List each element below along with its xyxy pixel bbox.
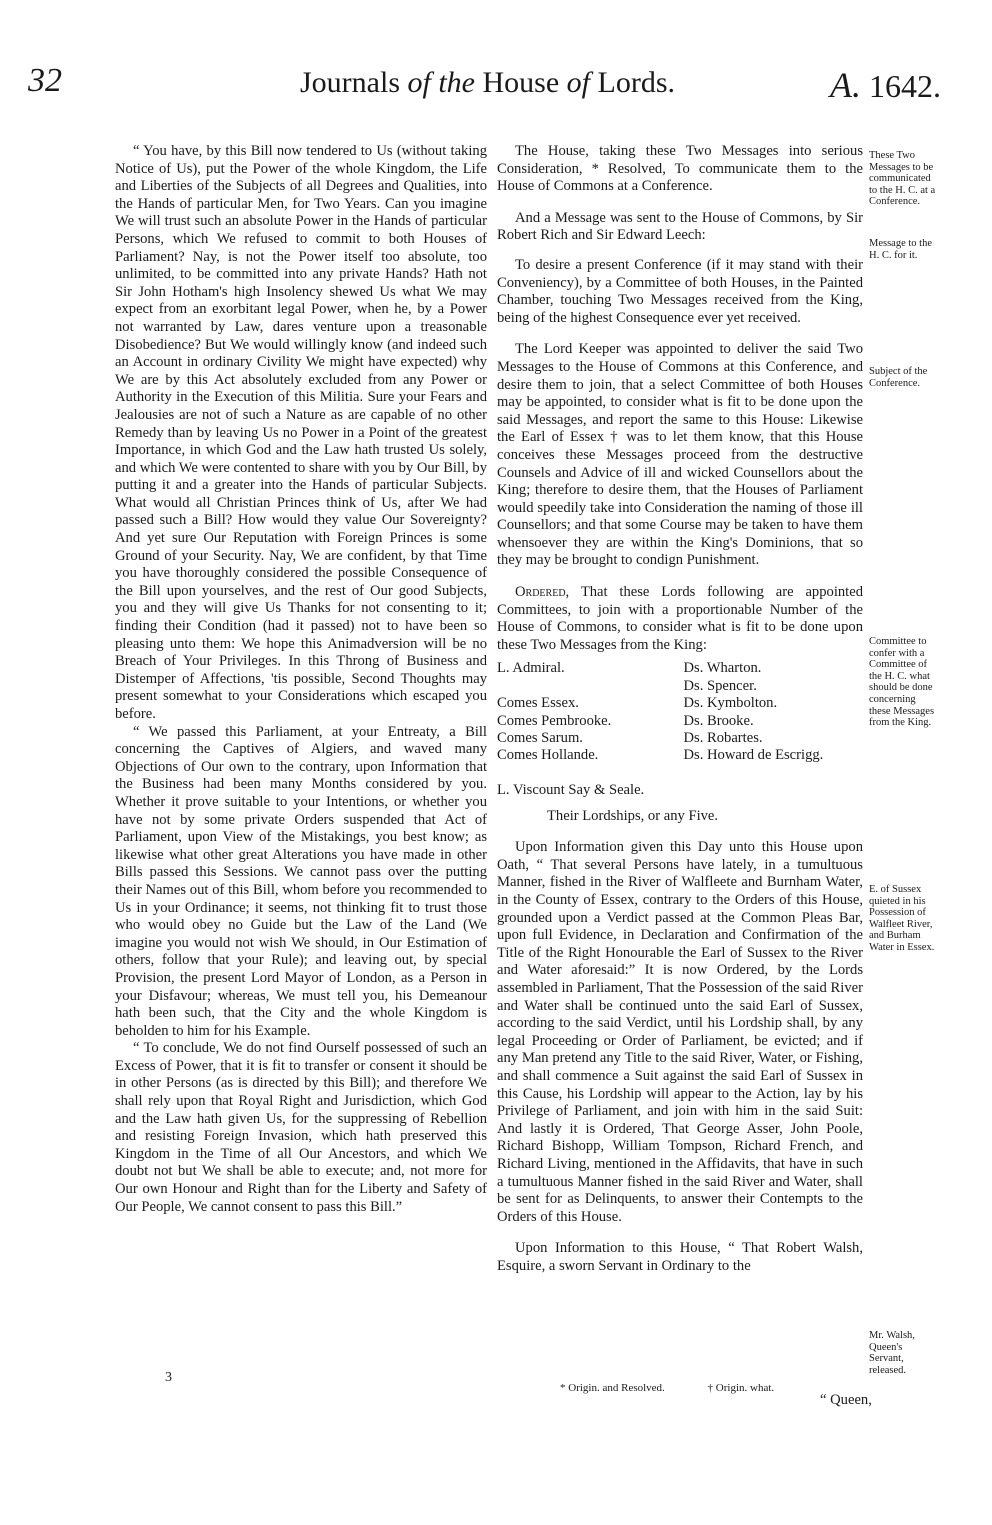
conference-paragraph: To desire a present Conference (if it may stand with their Conveniency), by a Committee of both Houses, in the Painted Chamber, touching Two Messages received from the King, being of the highest Consequence ever yet received. xyxy=(497,256,863,326)
lord-entry: Comes Pembrooke. xyxy=(497,712,612,729)
margin-note: These Two Messages to be communicated to the H. C. at a Conference. xyxy=(869,150,936,208)
lord-entry: L. Admiral. xyxy=(497,660,565,677)
committee-order-text: That these Lords following are appointed Committees, to join with a proportionable Number of the House of Commons, to consider what is fit to be done upon these Two Messages from the King: xyxy=(497,584,863,653)
lord-keeper-paragraph: The Lord Keeper was appointed to deliver the said Two Messages to the House of Commons at this Conference, and desire them to join, that a select Committee of both Houses may be appointed, to consider what is fit to be done upon the said Messages, and report the same to this House: Likewise the Earl of Essex † was to let them know, that this House conceives these Messages proceed from the destructive Counsels and Advice of ill and wicked Counsellors about the King; therefore to desire them, that the Houses of Parliament would speedily take into Consideration the naming of those ill Counsellors; and that some Course may be taken to have them whensoever they are within the King's Dominions, that so they may be brought to condign Punishment. xyxy=(497,341,863,569)
lord-entry: Comes Hollande. xyxy=(497,747,599,764)
left-column xyxy=(115,143,487,1216)
lord-entry xyxy=(497,678,683,695)
walsh-paragraph: Upon Information to this House, “ That Robert Walsh, Esquire, a sworn Servant in Ordinary to the xyxy=(497,1240,863,1274)
year-number: 1642. xyxy=(869,68,941,104)
year-letter: A. xyxy=(830,65,861,105)
right-column xyxy=(497,143,863,1276)
lord-entry: Ds. Brooke. xyxy=(683,712,754,729)
title-word: the xyxy=(438,66,475,99)
signature-mark: 3 xyxy=(165,1370,172,1385)
title-word: Lords. xyxy=(597,66,675,99)
title-word: of xyxy=(566,66,590,99)
page-number: 32 xyxy=(28,62,62,99)
lords-list xyxy=(497,660,863,799)
title-word: Journals xyxy=(300,66,400,99)
message-paragraph: And a Message was sent to the House of Commons, by Sir Robert Rich and Sir Edward Leech: xyxy=(497,209,863,244)
lord-entry: Ds. Robartes. xyxy=(683,730,763,747)
kings-message-paragraph: “ To conclude, We do not find Ourself possessed of such an Excess of Power, that it is fit to transfer or consent it should be in other Persons (as is directed by this Bill); and therefore We shall rely upon that Royal Right and Jurisdiction, which God and the Law hath given Us, for the suppressing of Rebellion and resisting Foreign Invasion, which hath preserved this Kingdom in the Time of all Our Ancestors, and which We doubt not but We shall be able to execute; and, not more for Our own Honour and Right than for the Liberty and Safety of Our People, We cannot consent to pass this Bill.” xyxy=(115,1040,487,1215)
page-year xyxy=(830,64,941,106)
lord-entry: Ds. Kymbolton. xyxy=(683,695,778,712)
footnotes xyxy=(560,1382,814,1394)
lord-entry: L. Viscount Say & Seale. xyxy=(497,782,645,799)
title-word: House xyxy=(482,66,560,99)
running-title xyxy=(300,66,675,100)
margin-note: E. of Sussex quieted in his Possession of Walfleet River, and Burham Water in Essex. xyxy=(869,884,935,953)
lord-entry: Comes Sarum. xyxy=(497,730,583,747)
footnote: * Origin. and Resolved. xyxy=(560,1382,665,1394)
margin-note: Committee to confer with a Committee of the H. C. what should be done concerning these Messages from the King. xyxy=(869,636,935,729)
kings-message-paragraph: “ You have, by this Bill now tendered to Us (without taking Notice of Us), put the Power of the whole Kingdom, the Life and Liberties of the Subjects of all Degrees and Qualities, into the Hands of particular Men, for Two Years. Can you imagine We will trust such an absolute Power in the Hands of particular Persons, which We refused to commit to both Houses of Parliament? Nay, is not the Power itself too absolute, too unlimited, to be committed into any private Hands? Hath not Sir John Hotham's high Insolency shewed Us what We may expect from an exorbitant legal Power, when he, by a Power not warranted by Law, dares venture upon a treasonable Disobedience? But We would willingly know (and indeed such an Account in ordinary Civility We might have expected) why We are by this Act absolutely excluded from any Power or Authority in the Execution of this Militia. Sure your Fears and Jealousies are not of such a Nature as are capable of no other Remedy than by leaving Us no Power in a Point of the greatest Importance, in which God and the Law hath trusted Us solely, and which We were contented to share with you by Our Bill, by putting it and a greater into the Hands of particular Subjects. What would all Christian Princes think of Us, after We had passed such a Bill? How would they value Our Sovereignty? And yet sure Our Reputation with Foreign Princes is some Ground of your Security. Nay, We are confident, by that Time you have thoroughly considered the possible Consequence of the Bill upon yourselves, and the rest of Our good Subjects, you and they will give Us Thanks for not consenting to it; finding their Condition (had it passed) not to have been so pleasing unto them: We hope this Animadversion will be no Breach of Your Privileges. In this Throng of Business and Distemper of Affections, 'tis possible, Second Thoughts may present somewhat to your Considerations which escaped you before. xyxy=(115,143,487,722)
ordered-word: Ordered, xyxy=(515,584,570,601)
sussex-paragraph: Upon Information given this Day unto this House upon Oath, “ That several Persons have lately, in a tumultuous Manner, fished in the River of Walfleete and Burnham Water, in the County of Essex, contrary to the Orders of this House, grounded upon a Verdict passed at the Common Pleas Bar, upon full Evidence, in Declaration and Confirmation of the Title of the Right Honourable the Earl of Sussex to the River and Water aforesaid:” It is now Ordered, by the Lords assembled in Parliament, That the Possession of the said River and Water shall be continued unto the said Earl of Sussex, according to the said Verdict, until his Lordship shall, by any legal Proceeding or Order of Parliament, be evicted; and if any Man pretend any Title to the said River, Water, or Fishing, and shall commence a Suit against the said Earl of Sussex in this Cause, his Lordship will appear to the Action, lay by his Privilege of Parliament, and join with him in the said Suit: And lastly it is Ordered, That George Asser, John Poole, Richard Bishopp, William Tompson, Richard French, and Richard Living, mentioned in the Affidavits, that have in such a tumultuous Manner fished in the said River and Water, shall be sent for as Delinquents, to answer their Contempts to the Orders of this House. xyxy=(497,839,863,1225)
lord-entry: Ds. Wharton. xyxy=(683,660,762,677)
margin-note: Subject of the Conference. xyxy=(869,366,928,389)
margin-note: Mr. Walsh, Queen's Servant, released. xyxy=(869,1330,915,1376)
kings-message-paragraph: “ We passed this Parliament, at your Entreaty, a Bill concerning the Captives of Algiers, and waved many Objections of Our own to the contrary, upon Information that the Business had been many Months considered by you. Whether it prove suitable to your Intentions, or whether you have not by some private Orders suspended that Act of Parliament, upon View of the Mistakings, you best know; as likewise what other great Alterations you have made in other Bills passed this Sessions. We cannot pass over the putting their Names out of this Bill, whom before you recommended to Us in your Ordinance; it seems, not thinking fit to trust those who would obey no Guide but the Law of the Land (We imagine you would not wish We should, in Our Estimation of others, follow that your Rule); and leaving out, by special Provision, the present Lord Mayor of London, as a Person in your Disfavour; whereas, We must tell you, his Demeanour hath been such, that the City and the whole Kingdom is beholden to him for his Example. xyxy=(115,723,487,1039)
quorum-line: Their Lordships, or any Five. xyxy=(547,807,719,824)
lord-entry: Ds. Spencer. xyxy=(683,677,757,694)
footnote: † Origin. what. xyxy=(707,1382,775,1394)
resolution-paragraph: The House, taking these Two Messages into serious Consideration, * Resolved, To communicate them to the House of Commons at a Conference. xyxy=(497,143,863,195)
lord-entry xyxy=(497,765,683,782)
lord-entry: Ds. Howard de Escrigg. xyxy=(683,747,824,764)
margin-note: Message to the H. C. for it. xyxy=(869,238,932,261)
committee-order-paragraph xyxy=(497,584,863,654)
lord-entry: Comes Essex. xyxy=(497,695,579,712)
catchword: “ Queen, xyxy=(820,1392,872,1408)
title-word: of xyxy=(407,66,431,99)
